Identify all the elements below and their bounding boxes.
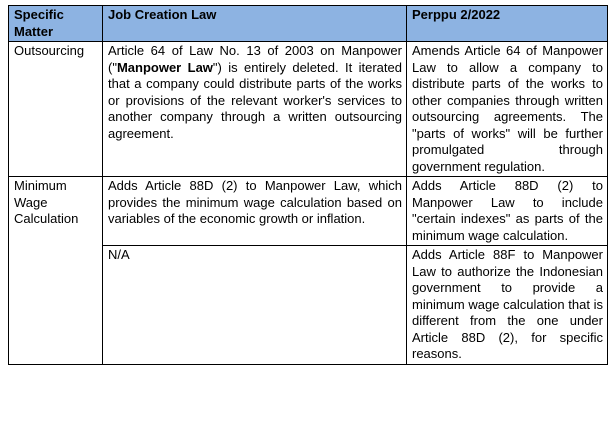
job-creation-law-cell: N/A	[103, 246, 407, 365]
cell-text: ") is entirely deleted. It iterated that a company could distribute parts of the works or provisions of the relevant worker's services to another company through a written outsourcing agreement.	[108, 59, 402, 141]
job-creation-law-cell: Adds Article 88D (2) to Manpower Law, which provides the minimum wage calculation based on variables of the economic growth or inflation.	[103, 177, 407, 246]
cell-text: Article 64 of Law No. 13 of 2003 on Manpower ("	[108, 43, 402, 75]
header-job-creation-law: Job Creation Law	[103, 6, 407, 42]
header-perppu: Perppu 2/2022	[407, 6, 608, 42]
comparison-table	[8, 5, 608, 365]
perppu-cell: Amends Article 64 of Manpower Law to allow a company to distribute parts of the works to other companies through written outsourcing agreements. The "parts of works" will be further promulgated through government regulation.	[407, 42, 608, 177]
header-row	[9, 6, 608, 42]
table-row	[9, 42, 608, 177]
table-row	[9, 177, 608, 246]
header-specific-matter: Specific Matter	[9, 6, 103, 42]
perppu-cell: Adds Article 88D (2) to Manpower Law to include "certain indexes" as parts of the minimum wage calculation.	[407, 177, 608, 246]
defined-term: Manpower Law	[116, 59, 213, 75]
job-creation-law-cell	[103, 42, 407, 177]
matter-cell: Minimum Wage Calculation	[9, 177, 103, 365]
matter-cell: Outsourcing	[9, 42, 103, 177]
perppu-cell: Adds Article 88F to Manpower Law to authorize the Indonesian government to provide a minimum wage calculation that is different from the one under Article 88D (2), for specific reasons.	[407, 246, 608, 365]
